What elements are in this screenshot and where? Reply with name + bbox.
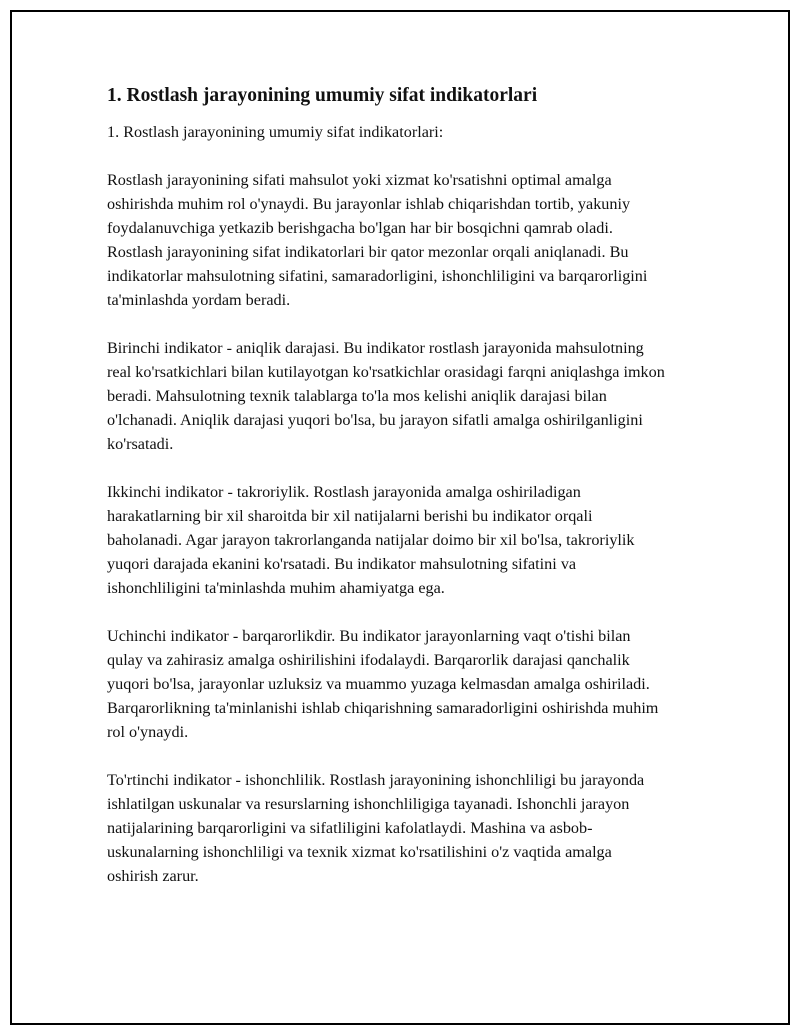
document-title: 1. Rostlash jarayonining umumiy sifat indikatorlari [107,85,538,106]
paragraph-third-indicator: Uchinchi indikator - barqarorlikdir. Bu indikator jarayonlarning vaqt o'tishi bilan qulay va zahirasiz amalga oshirilishini ifodalaydi. Barqarorlik darajasi qanchalik yuqori bo'lsa, jarayonlar uzluksiz va muammo yuzaga kelmasdan amalga oshiriladi. Barqarorlikning ta'minlanishi ishlab chiqarishning samaradorligini oshirishda muhim rol o'ynaydi. [107,627,659,741]
paragraph-second-indicator: Ikkinchi indikator - takroriylik. Rostlash jarayonida amalga oshiriladigan harakatlarning bir xil sharoitda bir xil natijalarni berishi bu indikator orqali baholanadi. Agar jarayon takrorlanganda natijalar doimo bir xil bo'lsa, takroriylik yuqori darajada ekanini ko'rsatadi. Bu indikator mahsulotning sifatini va ishonchliligini ta'minlashda muhim ahamiyatga ega. [107,483,635,597]
section-heading-text: 1. Rostlash jarayonining umumiy sifat indikatorlari: [107,123,444,141]
document-body [107,84,667,912]
paragraph-fourth-indicator: To'rtinchi indikator - ishonchlilik. Rostlash jarayonining ishonchliligi bu jarayonda ishlatilgan uskunalar va resurslarning ishonchliligiga tayanadi. Ishonchli jarayon natijalarining barqarorligini va sifatliligini kafolatlaydi. Mashina va asbob-uskunalarning ishonchliligi va texnik xizmat ko'rsatilishini o'z vaqtida amalga oshirish zarur. [107,771,645,885]
paragraph-first-indicator: Birinchi indikator - aniqlik darajasi. Bu indikator rostlash jarayonida mahsulotning real ko'rsatkichlari bilan kutilayotgan ko'rsatkichlar orasidagi farqni aniqlashga imkon beradi. Mahsulotning texnik talablarga to'la mos kelishi aniqlik darajasi bilan o'lchanadi. Aniqlik darajasi yuqori bo'lsa, bu jarayon sifatli amalga oshirilganligini ko'rsatadi. [107,339,665,453]
paragraph-intro: Rostlash jarayonining sifati mahsulot yoki xizmat ko'rsatishni optimal amalga oshirishda muhim rol o'ynaydi. Bu jarayonlar ishlab chiqarishdan tortib, yakuniy foydalanuvchiga yetkazib berishgacha bo'lgan har bir bosqichni qamrab oladi. Rostlash jarayonining sifat indikatorlari bir qator mezonlar orqali aniqlanadi. Bu indikatorlar mahsulotning sifatini, samaradorligini, ishonchliligini va barqarorligini ta'minlashda yordam beradi. [107,171,648,309]
